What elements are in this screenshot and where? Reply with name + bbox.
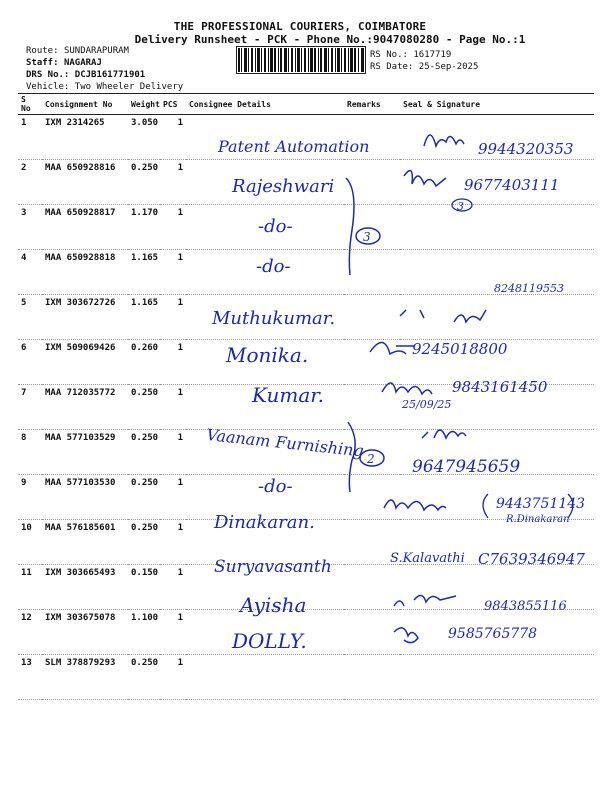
hw-consignee-5: Muthukumar.	[212, 308, 336, 329]
table-row	[18, 430, 594, 475]
col-header-consignment: Consignment No	[42, 94, 128, 115]
cell-remarks	[344, 295, 400, 340]
cell-weight: 0.150	[128, 565, 160, 610]
cell-sno: 1	[18, 115, 42, 160]
cell-sno: 8	[18, 430, 42, 475]
hw-sign-2-mark: 3	[457, 200, 464, 213]
company-name: THE PROFESSIONAL COURIERS, COIMBATORE	[173, 20, 427, 33]
rs-no-value: 1617719	[413, 50, 452, 60]
hw-consignee-8: Vaanam Furnishing	[205, 425, 365, 461]
cell-consignment: SLM 378879293	[42, 655, 128, 700]
cell-sno: 4	[18, 250, 42, 295]
cell-pcs: 1	[160, 475, 186, 520]
staff-label: Staff:	[26, 58, 59, 68]
cell-weight: 1.165	[128, 295, 160, 340]
cell-signature	[400, 340, 594, 385]
table-row	[18, 520, 594, 565]
cell-weight: 0.250	[128, 520, 160, 565]
meta-left	[26, 45, 183, 93]
cell-signature	[400, 610, 594, 655]
cell-pcs: 1	[160, 340, 186, 385]
cell-signature	[400, 160, 594, 205]
runsheet-title: Delivery Runsheet - PCK - Phone No.:9047080280 - Page No.:1	[134, 33, 526, 46]
cell-remarks	[344, 610, 400, 655]
hw-consignee-13: DOLLY.	[232, 629, 307, 653]
cell-sno: 3	[18, 205, 42, 250]
cell-consignee	[186, 160, 344, 205]
cell-signature	[400, 520, 594, 565]
hw-sign-9: 9647945659	[412, 457, 521, 477]
staff-value: NAGARAJ	[63, 58, 102, 68]
hw-consignee-4: -do-	[256, 256, 291, 277]
table-row	[18, 250, 594, 295]
hw-consignee-10: Dinakaran.	[214, 512, 315, 533]
cell-consignment: IXM 303665493	[42, 565, 128, 610]
cell-consignment: MAA 576185601	[42, 520, 128, 565]
vehicle-label: Vehicle:	[26, 82, 70, 92]
cell-weight: 1.100	[128, 610, 160, 655]
cell-weight: 0.260	[128, 340, 160, 385]
hw-sign-13: 9585765778	[448, 626, 538, 642]
cell-remarks	[344, 385, 400, 430]
cell-remarks	[344, 250, 400, 295]
table-row	[18, 160, 594, 205]
hw-consignee-6: Monika.	[226, 343, 309, 367]
cell-pcs: 1	[160, 565, 186, 610]
cell-sno: 12	[18, 610, 42, 655]
table-header-row	[18, 94, 594, 115]
col-header-weight: Weight	[128, 94, 160, 115]
cell-consignment: IXM 303675078	[42, 610, 128, 655]
table-row	[18, 655, 594, 700]
hw-sign-7: 9843161450	[452, 378, 548, 396]
hw-consignee-9: -do-	[258, 476, 293, 497]
hw-sign-10: 9443751143	[496, 496, 586, 512]
col-header-sno: S No	[18, 94, 42, 115]
col-header-pcs: PCS	[160, 94, 186, 115]
cell-sno: 5	[18, 295, 42, 340]
cell-consignee	[186, 610, 344, 655]
cell-consignment: MAA 650928817	[42, 205, 128, 250]
cell-signature	[400, 430, 594, 475]
cell-pcs: 1	[160, 160, 186, 205]
cell-consignee	[186, 115, 344, 160]
cell-remarks	[344, 565, 400, 610]
hw-sign-7-date: 25/09/25	[402, 398, 452, 411]
cell-sno: 7	[18, 385, 42, 430]
cell-consignee	[186, 565, 344, 610]
cell-weight: 3.050	[128, 115, 160, 160]
cell-consignment: MAA 712035772	[42, 385, 128, 430]
bracket-mark-1: 3	[363, 230, 371, 244]
cell-sno: 6	[18, 340, 42, 385]
cell-weight: 1.170	[128, 205, 160, 250]
cell-signature	[400, 475, 594, 520]
table-row	[18, 610, 594, 655]
hw-consignee-1: Patent Automation	[218, 137, 370, 156]
hw-sign-2: 9677403111	[464, 176, 560, 194]
cell-remarks	[344, 520, 400, 565]
bracket-mark-2: 2	[367, 452, 375, 466]
barcode-icon	[238, 48, 364, 72]
cell-weight: 0.250	[128, 475, 160, 520]
cell-consignment: MAA 650928818	[42, 250, 128, 295]
hw-consignee-7: Kumar.	[252, 383, 324, 407]
cell-sno: 9	[18, 475, 42, 520]
cell-consignee	[186, 250, 344, 295]
hw-consignee-12: Ayisha	[240, 593, 307, 617]
drs-value: DCJB161771901	[74, 70, 146, 80]
hw-consignee-11: Suryavasanth	[214, 557, 332, 577]
cell-pcs: 1	[160, 610, 186, 655]
cell-weight: 0.250	[128, 160, 160, 205]
cell-pcs: 1	[160, 115, 186, 160]
cell-sno: 10	[18, 520, 42, 565]
cell-consignee	[186, 295, 344, 340]
cell-consignee	[186, 205, 344, 250]
cell-consignee	[186, 655, 344, 700]
cell-consignment: IXM 509069426	[42, 340, 128, 385]
rs-no-label: RS No.:	[370, 50, 408, 60]
runsheet-table	[18, 93, 594, 700]
cell-consignee	[186, 430, 344, 475]
col-header-consignee: Consignee Details	[186, 94, 344, 115]
cell-consignment: MAA 650928816	[42, 160, 128, 205]
cell-signature	[400, 205, 594, 250]
cell-pcs: 1	[160, 385, 186, 430]
hw-consignee-2: Rajeshwari	[232, 176, 335, 197]
rs-date-value: 25-Sep-2025	[418, 62, 479, 72]
cell-remarks	[344, 115, 400, 160]
cell-consignment: IXM 2314265	[42, 115, 128, 160]
cell-weight: 0.250	[128, 430, 160, 475]
cell-signature	[400, 250, 594, 295]
cell-pcs: 1	[160, 250, 186, 295]
cell-signature	[400, 115, 594, 160]
cell-remarks	[344, 205, 400, 250]
cell-remarks	[344, 160, 400, 205]
hw-consignee-3: -do-	[258, 216, 293, 237]
cell-pcs: 1	[160, 205, 186, 250]
cell-weight: 0.250	[128, 655, 160, 700]
cell-sno: 13	[18, 655, 42, 700]
route-label: Route:	[26, 46, 59, 56]
cell-consignee	[186, 520, 344, 565]
route-value: SUNDARAPURAM	[63, 46, 129, 56]
table-row	[18, 205, 594, 250]
cell-consignee	[186, 385, 344, 430]
cell-consignee	[186, 340, 344, 385]
cell-pcs: 1	[160, 430, 186, 475]
drs-label: DRS No.:	[26, 70, 70, 80]
vehicle-value: Two Wheeler Delivery	[74, 82, 184, 92]
cell-consignment: MAA 577103530	[42, 475, 128, 520]
table-row	[18, 385, 594, 430]
cell-remarks	[344, 340, 400, 385]
cell-consignment: IXM 303672726	[42, 295, 128, 340]
col-header-signature: Seal & Signature	[400, 94, 594, 115]
cell-weight: 1.165	[128, 250, 160, 295]
table-row	[18, 475, 594, 520]
cell-signature	[400, 385, 594, 430]
hw-sign-1: 9944320353	[478, 140, 574, 158]
cell-sno: 2	[18, 160, 42, 205]
cell-remarks	[344, 475, 400, 520]
cell-signature	[400, 655, 594, 700]
table-row	[18, 565, 594, 610]
rs-date-label: RS Date:	[370, 62, 414, 72]
hw-sign-11: S.Kalavathi	[390, 551, 465, 566]
cell-consignment: MAA 577103529	[42, 430, 128, 475]
cell-sno: 11	[18, 565, 42, 610]
hw-sign-11-phone: C7639346947	[478, 550, 585, 568]
hw-sign-6: 9245018800	[412, 340, 508, 358]
cell-signature	[400, 295, 594, 340]
meta-right	[370, 49, 478, 73]
table-row	[18, 295, 594, 340]
cell-consignee	[186, 475, 344, 520]
table-row	[18, 340, 594, 385]
cell-weight: 0.250	[128, 385, 160, 430]
cell-remarks	[344, 655, 400, 700]
table-row	[18, 115, 594, 160]
hw-sign-12: 9843855116	[484, 599, 567, 614]
cell-pcs: 1	[160, 295, 186, 340]
cell-pcs: 1	[160, 520, 186, 565]
hw-sign-5-phone: 8248119553	[494, 282, 564, 295]
cell-remarks	[344, 430, 400, 475]
hw-sign-10-name: R.Dinakaran	[506, 514, 570, 525]
col-header-remarks: Remarks	[344, 94, 400, 115]
cell-signature	[400, 565, 594, 610]
cell-pcs: 1	[160, 655, 186, 700]
